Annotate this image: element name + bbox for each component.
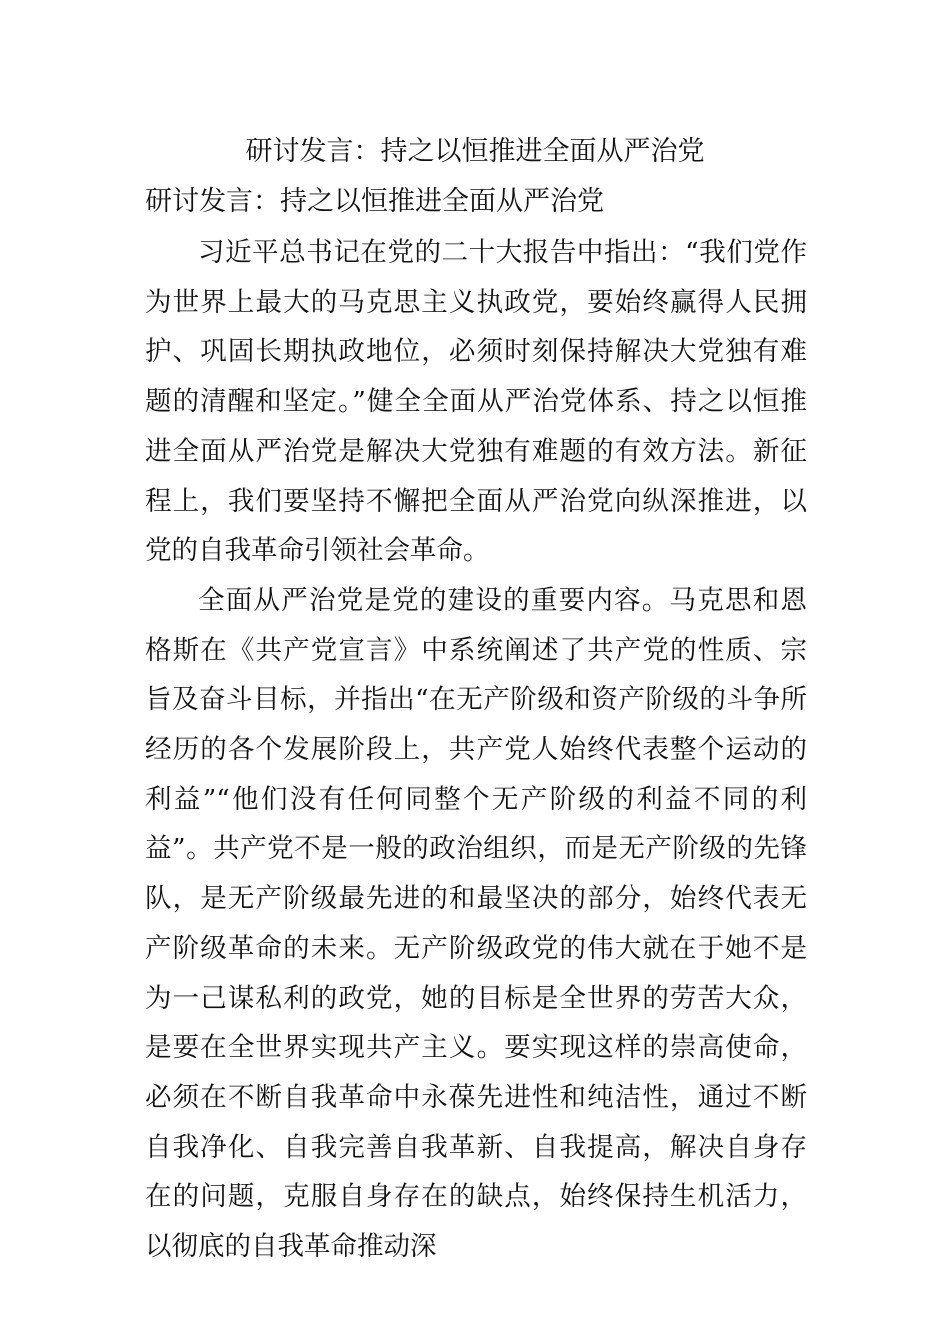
paragraph-2: 全面从严治党是党的建设的重要内容。马克思和恩格斯在《共产党宣言》中系统阐述了共产党的性质、宗旨及奋斗目标，并指出“在无产阶级和资产阶级的斗争所经历的各个发展阶段上，共产党人始终代表整个运动的利益”“他们没有任何同整个无产阶级的利益不同的利益”。共产党不是一般的政治组织，而是无产阶级的先锋队，是无产阶级最先进的和最坚决的部分，始终代表无产阶级革命的未来。无产阶级政党的伟大就在于她不是为一己谋私利的政党，她的目标是全世界的劳苦大众，是要在全世界实现共产主义。要实现这样的崇高使命，必须在不断自我革命中永葆先进性和纯洁性，通过不断自我净化、自我完善自我革新、自我提高，解决自身存在的问题，克服自身存在的缺点，始终保持生机活力，以彻底的自我革命推动深 [145,584,807,1263]
document-body [145,228,807,1272]
paragraph-1: 习近平总书记在党的二十大报告中指出：“我们党作为世界上最大的马克思主义执政党，要始终赢得人民拥护、巩固长期执政地位，必须时刻保持解决大党独有难题的清醒和坚定。”健全全面从严治党体系、持之以恒推进全面从严治党是解决大党独有难题的有效方法。新征程上，我们要坚持不懈把全面从严治党向纵深推进，以党的自我革命引领社会革命。 [145,237,807,567]
document-title: 研讨发言：持之以恒推进全面从严治党 [245,136,705,167]
document-subtitle: 研讨发言：持之以恒推进全面从严治党 [145,186,604,217]
